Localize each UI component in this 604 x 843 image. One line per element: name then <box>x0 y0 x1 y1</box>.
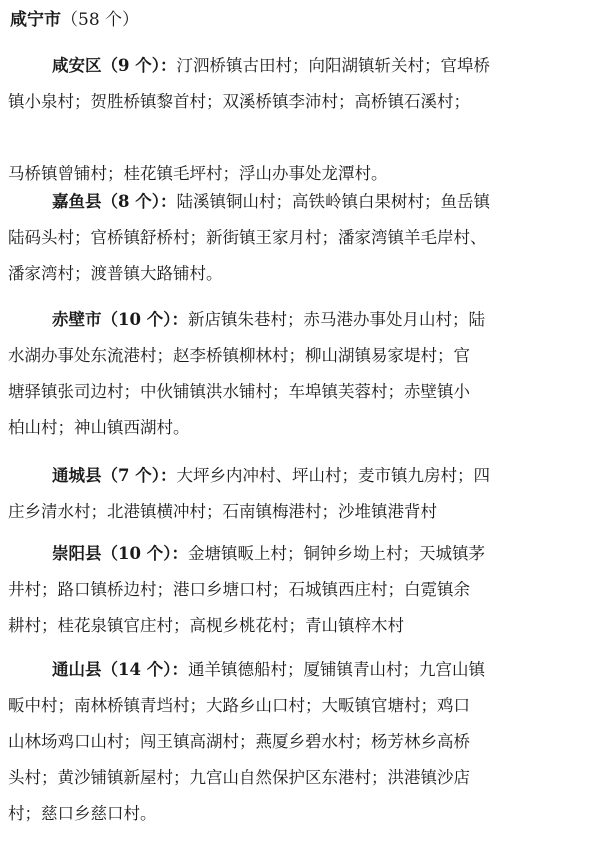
section-chongyang <box>8 536 598 644</box>
district-count: （8 个）： <box>101 192 177 211</box>
district-name: 嘉鱼县 <box>52 192 102 211</box>
district-count: （10 个）： <box>101 544 188 563</box>
village-list-line: 大坪乡内冲村、坪山村；麦市镇九房村；四 <box>176 466 490 485</box>
village-list-line: 头村；黄沙铺镇新屋村；九宫山自然保护区东港村；洪港镇沙店 <box>8 768 470 787</box>
district-name: 崇阳县 <box>52 544 102 563</box>
village-list-line: 潘家湾村；渡普镇大路铺村。 <box>8 264 223 283</box>
village-list-line: 马桥镇曾铺村；桂花镇毛坪村；浮山办事处龙潭村。 <box>8 164 388 183</box>
district-name: 咸安区 <box>52 56 102 75</box>
district-count: （7 个）： <box>101 466 177 485</box>
village-list-line: 塘驿镇张司边村；中伙铺镇洪水铺村；车埠镇芙蓉村；赤壁镇小 <box>8 382 470 401</box>
village-list-line: 山林场鸡口山村；闯王镇高湖村；燕厦乡碧水村；杨芳林乡高桥 <box>8 732 470 751</box>
district-count: （9 个）： <box>101 56 177 75</box>
section-chibi <box>8 302 598 446</box>
village-list-line: 镇小泉村；贺胜桥镇黎首村；双溪桥镇李沛村；高桥镇石溪村； <box>8 92 470 111</box>
section-first-line <box>8 48 598 84</box>
village-list-line: 陆码头村；官桥镇舒桥村；新街镇王家月村；潘家湾镇羊毛岸村、 <box>8 228 487 247</box>
section-first-line <box>8 184 598 220</box>
section-first-line <box>8 652 598 688</box>
village-list-line: 村；慈口乡慈口村。 <box>8 804 157 823</box>
district-name: 通城县 <box>52 466 102 485</box>
section-first-line <box>8 536 598 572</box>
district-name: 通山县 <box>52 660 102 679</box>
section-first-line <box>8 302 598 338</box>
village-list-line: 井村；路口镇桥边村；港口乡塘口村；石城镇西庄村；白霓镇余 <box>8 580 470 599</box>
section-jiayu <box>8 184 598 292</box>
village-list-line: 水湖办事处东流港村；赵李桥镇柳林村；柳山湖镇易家堤村；官 <box>8 346 470 365</box>
section-tongshan <box>8 652 598 832</box>
village-list-line: 新店镇朱巷村；赤马港办事处月山村；陆 <box>187 310 485 329</box>
district-count: （10 个）： <box>101 310 188 329</box>
village-list-line: 柏山村；神山镇西湖村。 <box>8 418 190 437</box>
city-heading <box>10 6 139 34</box>
village-list-line: 庄乡清水村；北港镇横冲村；石南镇梅港村；沙堆镇港背村 <box>8 502 437 521</box>
section-tongcheng <box>8 458 598 530</box>
village-list-line: 陆溪镇铜山村；高铁岭镇白果树村；鱼岳镇 <box>176 192 490 211</box>
city-name: 咸宁市 <box>10 10 61 30</box>
village-list-line: 汀泗桥镇古田村；向阳湖镇斩关村；官埠桥 <box>176 56 490 75</box>
section-xianan <box>8 48 598 192</box>
village-list-line: 耕村；桂花泉镇官庄村；高枧乡桃花村；青山镇梓木村 <box>8 616 404 635</box>
village-list-line: 通羊镇德船村；厦铺镇青山村；九宫山镇 <box>187 660 485 679</box>
district-name: 赤壁市 <box>52 310 102 329</box>
village-list-line: 金塘镇畈上村；铜钟乡坳上村；天城镇茅 <box>187 544 485 563</box>
section-first-line <box>8 458 598 494</box>
village-list-line: 畈中村；南林桥镇青垱村；大路乡山口村；大畈镇官塘村；鸡口 <box>8 696 470 715</box>
district-count: （14 个）： <box>101 660 188 679</box>
city-count: （58 个） <box>61 10 140 30</box>
